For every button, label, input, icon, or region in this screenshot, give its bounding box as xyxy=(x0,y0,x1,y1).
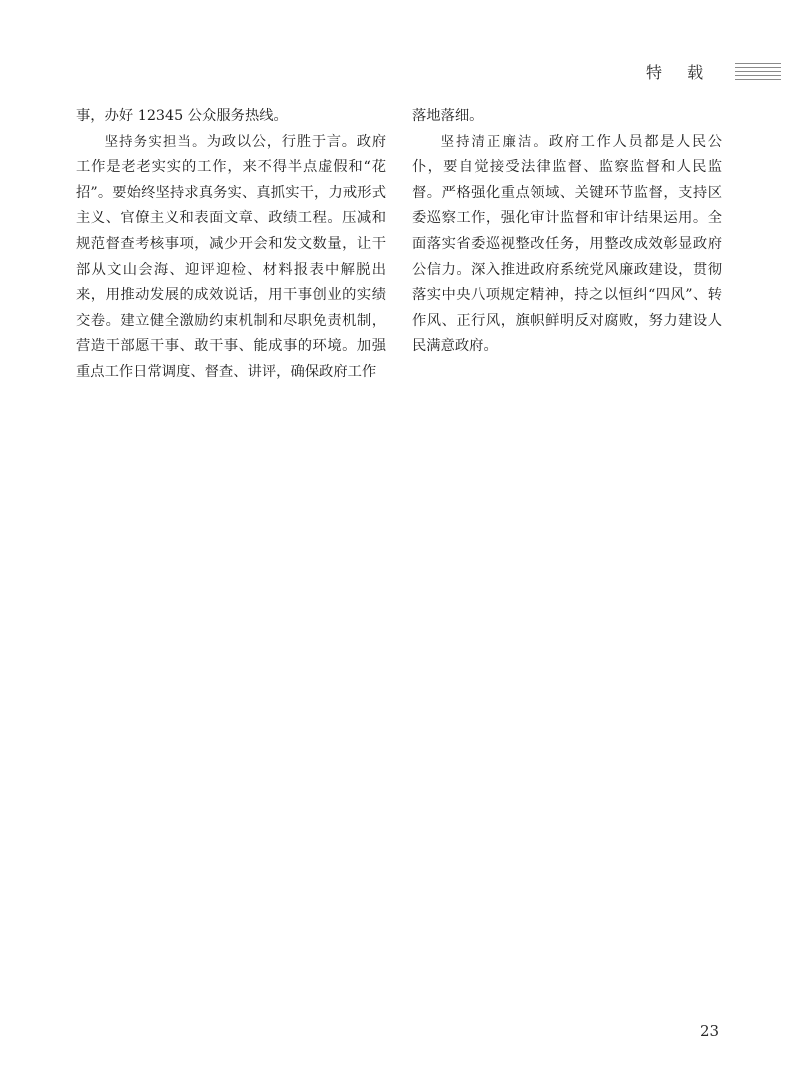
paragraph-lead-heading: 坚持务实担当。 xyxy=(104,134,207,150)
page-number: 23 xyxy=(700,1022,720,1040)
left-column xyxy=(76,104,386,386)
paragraph-body: 为政以公，行胜于言。政府工作是老老实实的工作，来不得半点虚假和“花招”。要始终坚持求真务实、真抓实干，力戒形式主义、官僚主义和表面文章、政绩工程。压减和规范督查考核事项，减少开会和发文数量，让干部从文山会海、迎评迎检、材料报表中解脱出来，用推动发展的成效说话，用干事创业的实绩交卷。建立健全激励约束机制和尽职免责机制，营造干部愿干事、敢干事、能成事的环境。加强重点工作日常调度、督查、讲评，确保政府工作 xyxy=(76,133,387,380)
paragraph-pragmatic xyxy=(76,130,386,386)
page-header xyxy=(0,57,793,87)
paragraph-lead-heading: 坚持清正廉洁。 xyxy=(440,134,549,150)
paragraph-integrity xyxy=(412,130,722,360)
paragraph-body: 政府工作人员都是人民公仆，要自觉接受法律监督、监察监督和人民监督。严格强化重点领域、关键环节监督，支持区委巡察工作，强化审计监督和审计结果运用。全面落实省委巡视整改任务，用整改成效彰显政府公信力。深入推进政府系统党风廉政建设，贯彻落实中央八项规定精神，持之以恒纠“四风”、转作风、正行风，旗帜鲜明反对腐败，努力建设人民满意政府。 xyxy=(412,133,723,355)
header-decorative-lines xyxy=(735,63,781,83)
right-column xyxy=(412,104,722,360)
paragraph-continuation: 落地落细。 xyxy=(412,108,484,124)
paragraph-continuation: 事，办好 12345 公众服务热线。 xyxy=(76,108,288,124)
section-title: 特 载 xyxy=(646,63,714,82)
